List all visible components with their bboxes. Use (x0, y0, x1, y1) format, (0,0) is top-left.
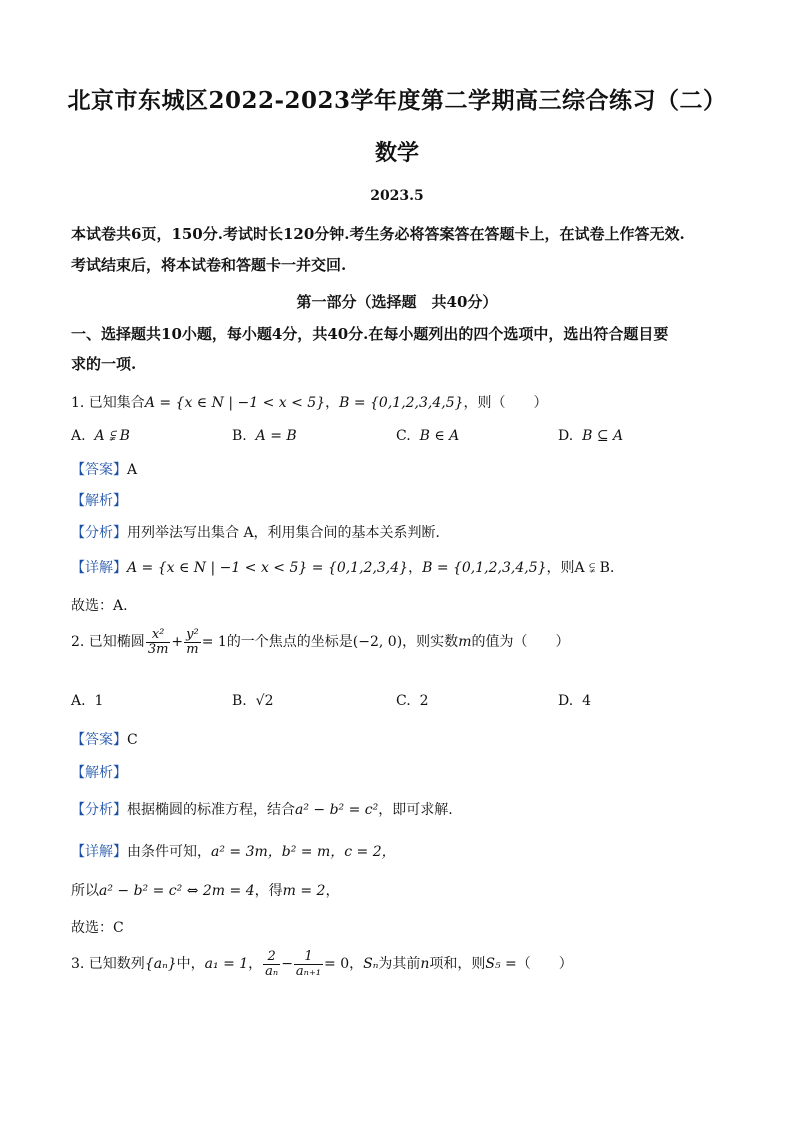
fenxi-text: 用列举法写出集合 A，利用集合间的基本关系判断． (127, 525, 450, 541)
q2-analysis-tag (71, 762, 127, 782)
q1-option-b (232, 428, 297, 444)
instructions-line-1: 本试卷共6页，150分.考试时长120分钟.考生务必将答案答在答题卡上，在试卷上作答无效. (71, 225, 685, 243)
q2-stem-suffix: 的值为（ ） (471, 634, 570, 651)
option-label: D. (558, 693, 574, 709)
option-text: 2 (419, 693, 429, 709)
q3-fraction-1 (263, 950, 280, 978)
detail-set-b: B = {0,1,2,3,4,5} (422, 560, 547, 576)
option-label: B. (232, 428, 247, 444)
q1-stem-suffix: ，则（ ） (463, 395, 548, 411)
q3-s5: S₅ = (485, 956, 517, 973)
line2-end: ， (325, 883, 340, 899)
q1-option-d (558, 428, 623, 444)
instructions-line-2: 考试结束后，将本试卷和答题卡一并交回. (71, 256, 347, 274)
q3-stem-mid-4: 项和，则 (429, 956, 486, 973)
q3-stem-suffix: （ ） (516, 956, 573, 973)
option-text: A = B (255, 428, 297, 444)
q1-set-b: B = {0,1,2,3,4,5} (339, 395, 464, 411)
q1-sep: ， (325, 395, 340, 411)
fraction-numerator: 1 (294, 950, 323, 965)
detail-end: ，则A ⫋ B． (546, 560, 624, 576)
equals-zero: = 0 (324, 956, 350, 973)
option-label: A. (71, 428, 86, 444)
q1-set-a: A = {x ∈ N | −1 < x < 5} (144, 395, 326, 411)
q1-analysis-tag (71, 490, 127, 510)
q3-stem (71, 950, 573, 978)
option-text: B ∈ A (419, 428, 460, 444)
variable-m: m (458, 634, 472, 651)
fenxi-tag: 【分析】 (71, 802, 127, 818)
part1-heading: 第一部分（选择题 共40分） (296, 293, 498, 311)
fraction-numerator: 2 (263, 950, 280, 965)
part1-intro-line-1: 一、选择题共10小题，每小题4分，共40分.在每小题列出的四个选项中，选出符合题目要 (71, 325, 669, 343)
option-label: C. (396, 693, 411, 709)
detail-tag: 【详解】 (71, 560, 127, 576)
q2-stem-prefix: 2. 已知椭圆 (71, 634, 145, 651)
q2-stem (71, 628, 569, 656)
fraction-denominator: m (186, 641, 199, 657)
option-label: C. (396, 428, 411, 444)
q1-stem-prefix: 1. 已知集合 (71, 395, 145, 411)
answer-tag: 【答案】 (71, 462, 127, 478)
q2-option-d (558, 693, 591, 709)
detail-prefix: 由条件可知， (127, 844, 211, 860)
option-text: 4 (582, 693, 592, 709)
option-label: D. (558, 428, 574, 444)
detail-formula: a² = 3m，b² = m，c = 2， (211, 844, 396, 860)
option-text: 1 (94, 693, 104, 709)
q1-option-a (71, 428, 130, 444)
q1-detail (71, 557, 624, 577)
detail-sep: ， (408, 560, 423, 576)
q3-comma: ， (248, 956, 263, 973)
fraction-denominator: aₙ₊₁ (295, 963, 322, 979)
q3-sequence: {aₙ} (144, 956, 177, 973)
exam-date: 2023.5 (370, 188, 424, 204)
option-label: A. (71, 693, 86, 709)
q3-stem-mid-2: ， (349, 956, 364, 973)
q2-detail-line-2 (71, 880, 339, 900)
page-title: 北京市东城区2022-2023学年度第二学期高三综合练习（二） (67, 87, 727, 114)
line2-formula: a² − b² = c² ⇔ 2m = 4 (99, 883, 255, 899)
equals-one: = 1 (201, 634, 227, 651)
line2-result: m = 2 (282, 883, 326, 899)
detail-tag: 【详解】 (71, 844, 127, 860)
q2-fraction-x (146, 628, 171, 656)
q3-fraction-2 (294, 950, 323, 978)
subject-title: 数学 (374, 140, 419, 166)
fenxi-suffix: ，即可求解. (378, 802, 453, 818)
analysis-tag: 【解析】 (71, 765, 127, 781)
answer-value: A (127, 462, 138, 478)
q3-stem-prefix: 3. 已知数列 (71, 956, 145, 973)
analysis-tag: 【解析】 (71, 493, 127, 509)
q2-choice: 故选：C (71, 920, 124, 936)
fraction-numerator: x² (146, 628, 171, 643)
line2-mid: ，得 (254, 883, 283, 899)
q2-option-b (232, 693, 273, 709)
fenxi-formula: a² − b² = c² (295, 802, 379, 818)
q1-fenxi (71, 522, 450, 542)
fraction-numerator: y² (186, 627, 199, 642)
answer-value: C (127, 732, 138, 748)
q3-a1: a₁ = 1 (204, 956, 249, 973)
q2-stem-mid: 的一个焦点的坐标是(−2, 0)，则实数 (226, 634, 459, 651)
q2-detail (71, 841, 396, 861)
fraction-denominator: aₙ (265, 963, 279, 979)
plus-sign: + (171, 634, 184, 651)
detail-set-a: A = {x ∈ N | −1 < x < 5} = {0,1,2,3,4} (127, 560, 409, 576)
answer-tag: 【答案】 (71, 732, 127, 748)
variable-n: n (420, 956, 430, 973)
q2-fenxi (71, 799, 453, 819)
q1-answer (71, 459, 137, 479)
q3-stem-mid-1: 中， (176, 956, 205, 973)
q1-option-c (396, 428, 459, 444)
option-text: A ⫋ B (94, 428, 130, 444)
q2-option-a (71, 693, 103, 709)
option-label: B. (232, 693, 247, 709)
part1-intro-line-2: 求的一项. (71, 355, 137, 373)
option-text: B ⊆ A (582, 428, 624, 444)
fraction-denominator: 3m (147, 641, 169, 657)
q2-answer (71, 729, 138, 749)
fenxi-tag: 【分析】 (71, 525, 127, 541)
q2-fraction-y (184, 628, 201, 656)
option-text: √2 (255, 693, 274, 709)
q3-sn: Sₙ (363, 956, 379, 973)
minus-sign: − (281, 956, 293, 973)
q1-choice: 故选：A. (71, 598, 128, 614)
q1-stem (71, 392, 548, 412)
q2-option-c (396, 693, 429, 709)
fenxi-prefix: 根据椭圆的标准方程，结合 (127, 802, 295, 818)
line2-prefix: 所以 (71, 883, 99, 899)
q3-stem-mid-3: 为其前 (378, 956, 421, 973)
